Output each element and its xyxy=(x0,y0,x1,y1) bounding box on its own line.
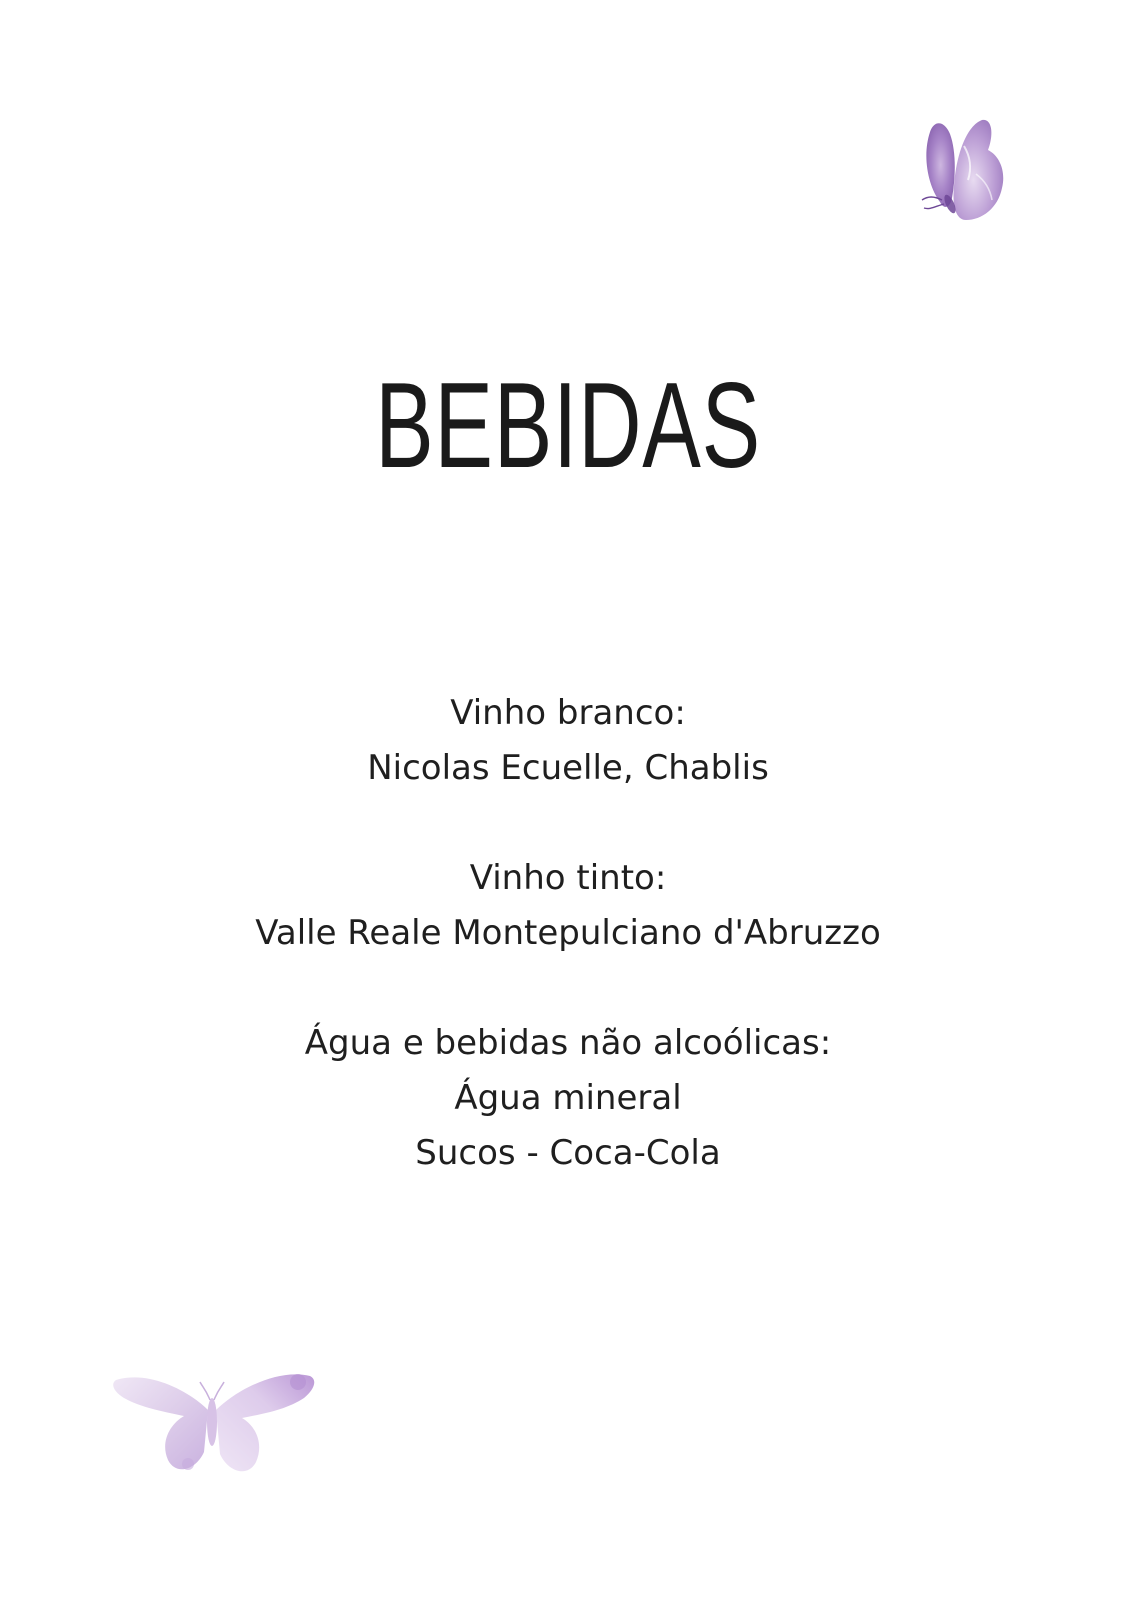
section-heading-white-wine: Vinho branco: xyxy=(450,693,686,733)
page-title: BEBIDAS xyxy=(375,357,761,493)
butterfly-icon xyxy=(920,116,1020,232)
menu-item: Sucos - Coca-Cola xyxy=(415,1133,721,1173)
section-heading-soft-drinks: Água e bebidas não alcoólicas: xyxy=(304,1023,832,1063)
menu-item: Valle Reale Montepulciano d'Abruzzo xyxy=(255,913,881,953)
menu-item: Água mineral xyxy=(454,1078,682,1118)
section-spacer xyxy=(0,961,1136,1016)
section-heading-red-wine: Vinho tinto: xyxy=(469,858,667,898)
butterfly-icon xyxy=(108,1360,320,1480)
drinks-list xyxy=(0,686,1136,1181)
menu-item: Nicolas Ecuelle, Chablis xyxy=(367,748,769,788)
section-spacer xyxy=(0,796,1136,851)
